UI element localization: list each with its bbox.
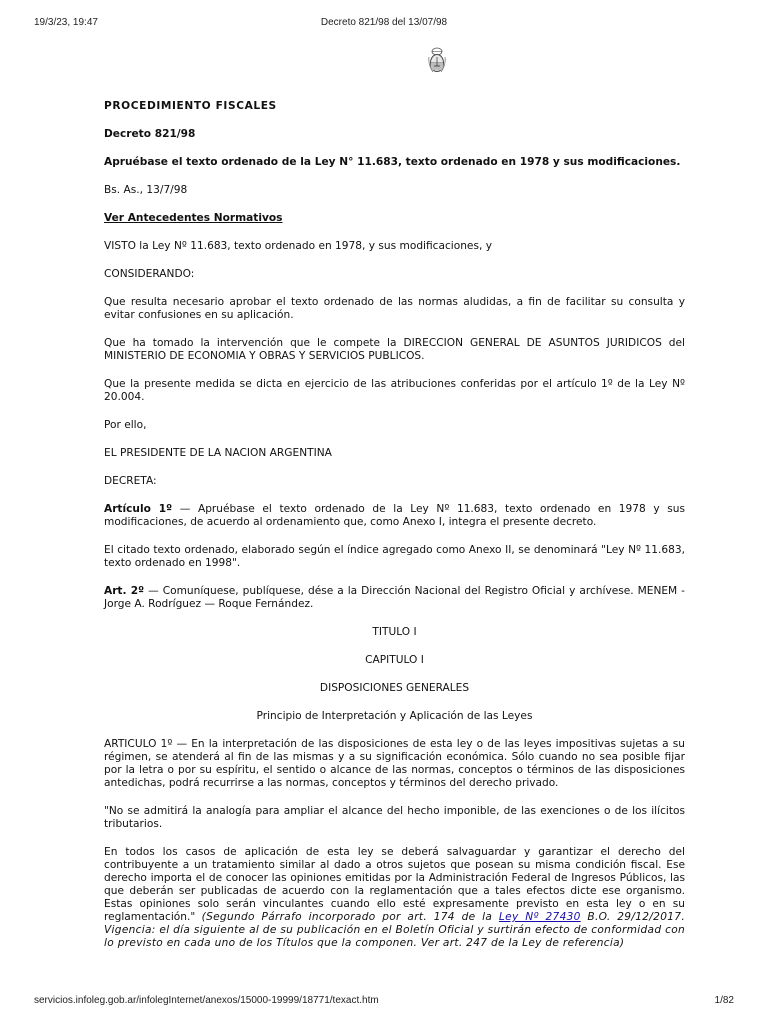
articulo-1-paragraph: ARTICULO 1º — En la interpretación de las disposiciones de esta ley o de las leyes impositivas sujetas a su régimen, se atenderá al fin de las mismas y a su significación económica. Sólo cuando no sea posible fijar por la letra o por su espíritu, el sentido o alcance de las normas, conceptos o términos de las disposiciones antedichas, podrá recurrirse a las normas, conceptos y términos del derecho privado. <box>104 738 685 789</box>
antecedents-link[interactable]: Ver Antecedentes Normativos <box>104 212 283 224</box>
amendment-note-pre: (Segundo Párrafo incorporado por art. 174 de la <box>201 911 499 923</box>
capitulo-heading: CAPITULO I <box>365 654 424 666</box>
considerando-heading: CONSIDERANDO: <box>104 268 195 280</box>
article-2-label: Art. 2º <box>104 585 145 597</box>
decreta-heading: DECRETA: <box>104 475 157 487</box>
article-2 <box>104 585 685 611</box>
amendment-note-post: B.O. 29/12/2017. Vigencia: el día siguiente al de su publicación en el Boletín Oficial y surtirán efecto de conformidad con lo previsto en cada uno de los Títulos que la componen. Ver art. 247 de la Ley de referencia) <box>104 911 685 949</box>
decree-summary: Apruébase el texto ordenado de la Ley N° 11.683, texto ordenado en 1978 y sus modificaciones. <box>104 156 681 168</box>
article-1-label: Artículo 1º <box>104 503 173 515</box>
analogia-paragraph: "No se admitirá la analogía para ampliar el alcance del hecho imponible, de las exenciones o de los ilícitos tributarios. <box>104 805 685 830</box>
page-url: servicios.infoleg.gob.ar/infolegInternet/anexos/15000-19999/18771/texact.htm <box>34 995 379 1006</box>
todos-casos-paragraph <box>104 846 685 950</box>
argentina-coat-of-arms-icon <box>428 47 446 75</box>
article-2-text: — Comuníquese, publíquese, dése a la Dirección Nacional del Registro Oficial y archívese. MENEM - Jorge A. Rodríguez — Roque Fernández. <box>104 585 685 610</box>
presidente-line: EL PRESIDENTE DE LA NACION ARGENTINA <box>104 447 332 459</box>
considerando-paragraph-2: Que ha tomado la intervención que le compete la DIRECCION GENERAL DE ASUNTOS JURIDICOS del MINISTERIO DE ECONOMIA Y OBRAS Y SERVICIOS PUBLICOS. <box>104 337 685 362</box>
considerando-paragraph-1: Que resulta necesario aprobar el texto ordenado de las normas aludidas, a fin de facilitar su consulta y evitar confusiones en su aplicación. <box>104 296 685 321</box>
decree-number: Decreto 821/98 <box>104 128 196 140</box>
considerando-paragraph-3: Que la presente medida se dicta en ejercicio de las atribuciones conferidas por el artículo 1º de la Ley Nº 20.004. <box>104 378 685 403</box>
visto-paragraph: VISTO la Ley Nº 11.683, texto ordenado en 1978, y sus modificaciones, y <box>104 240 492 252</box>
article-1 <box>104 503 685 529</box>
article-1-paragraph-2: El citado texto ordenado, elaborado según el índice agregado como Anexo II, se denominará "Ley Nº 11.683, texto ordenado en 1998". <box>104 544 685 569</box>
disposiciones-heading: DISPOSICIONES GENERALES <box>319 682 470 694</box>
document-heading: PROCEDIMIENTO FISCALES <box>104 100 277 112</box>
document-body <box>104 100 685 965</box>
page-number: 1/82 <box>714 995 734 1006</box>
print-header <box>34 17 734 31</box>
print-title: Decreto 821/98 del 13/07/98 <box>320 17 448 28</box>
principio-heading: Principio de Interpretación y Aplicación de las Leyes <box>256 710 533 722</box>
print-datetime: 19/3/23, 19:47 <box>34 17 98 28</box>
article-1-text: — Apruébase el texto ordenado de la Ley Nº 11.683, texto ordenado en 1978 y sus modificaciones, de acuerdo al ordenamiento que, como Anexo I, integra el presente decreto. <box>104 503 685 528</box>
ley-27430-link[interactable]: Ley Nº 27430 <box>498 911 581 923</box>
todos-casos-text: En todos los casos de aplicación de esta ley se deberá salvaguardar y garantizar el derecho del contribuyente a un tratamiento similar al dado a otros sujetos que posean su misma condición fiscal. Ese derecho importa el de conocer las opiniones emitidas por la Administración Federal de Ingresos Públicos, las que deberán ser publicadas de acuerdo con la reglamentación que a tales efectos dicte ese organismo. Estas opiniones solo serán vinculantes cuando ello esté expresamente previsto en esta ley o en su reglamentación." <box>104 846 685 923</box>
por-ello: Por ello, <box>104 419 147 431</box>
titulo-heading: TITULO I <box>372 626 417 638</box>
place-date: Bs. As., 13/7/98 <box>104 184 188 196</box>
print-footer <box>34 995 734 1009</box>
